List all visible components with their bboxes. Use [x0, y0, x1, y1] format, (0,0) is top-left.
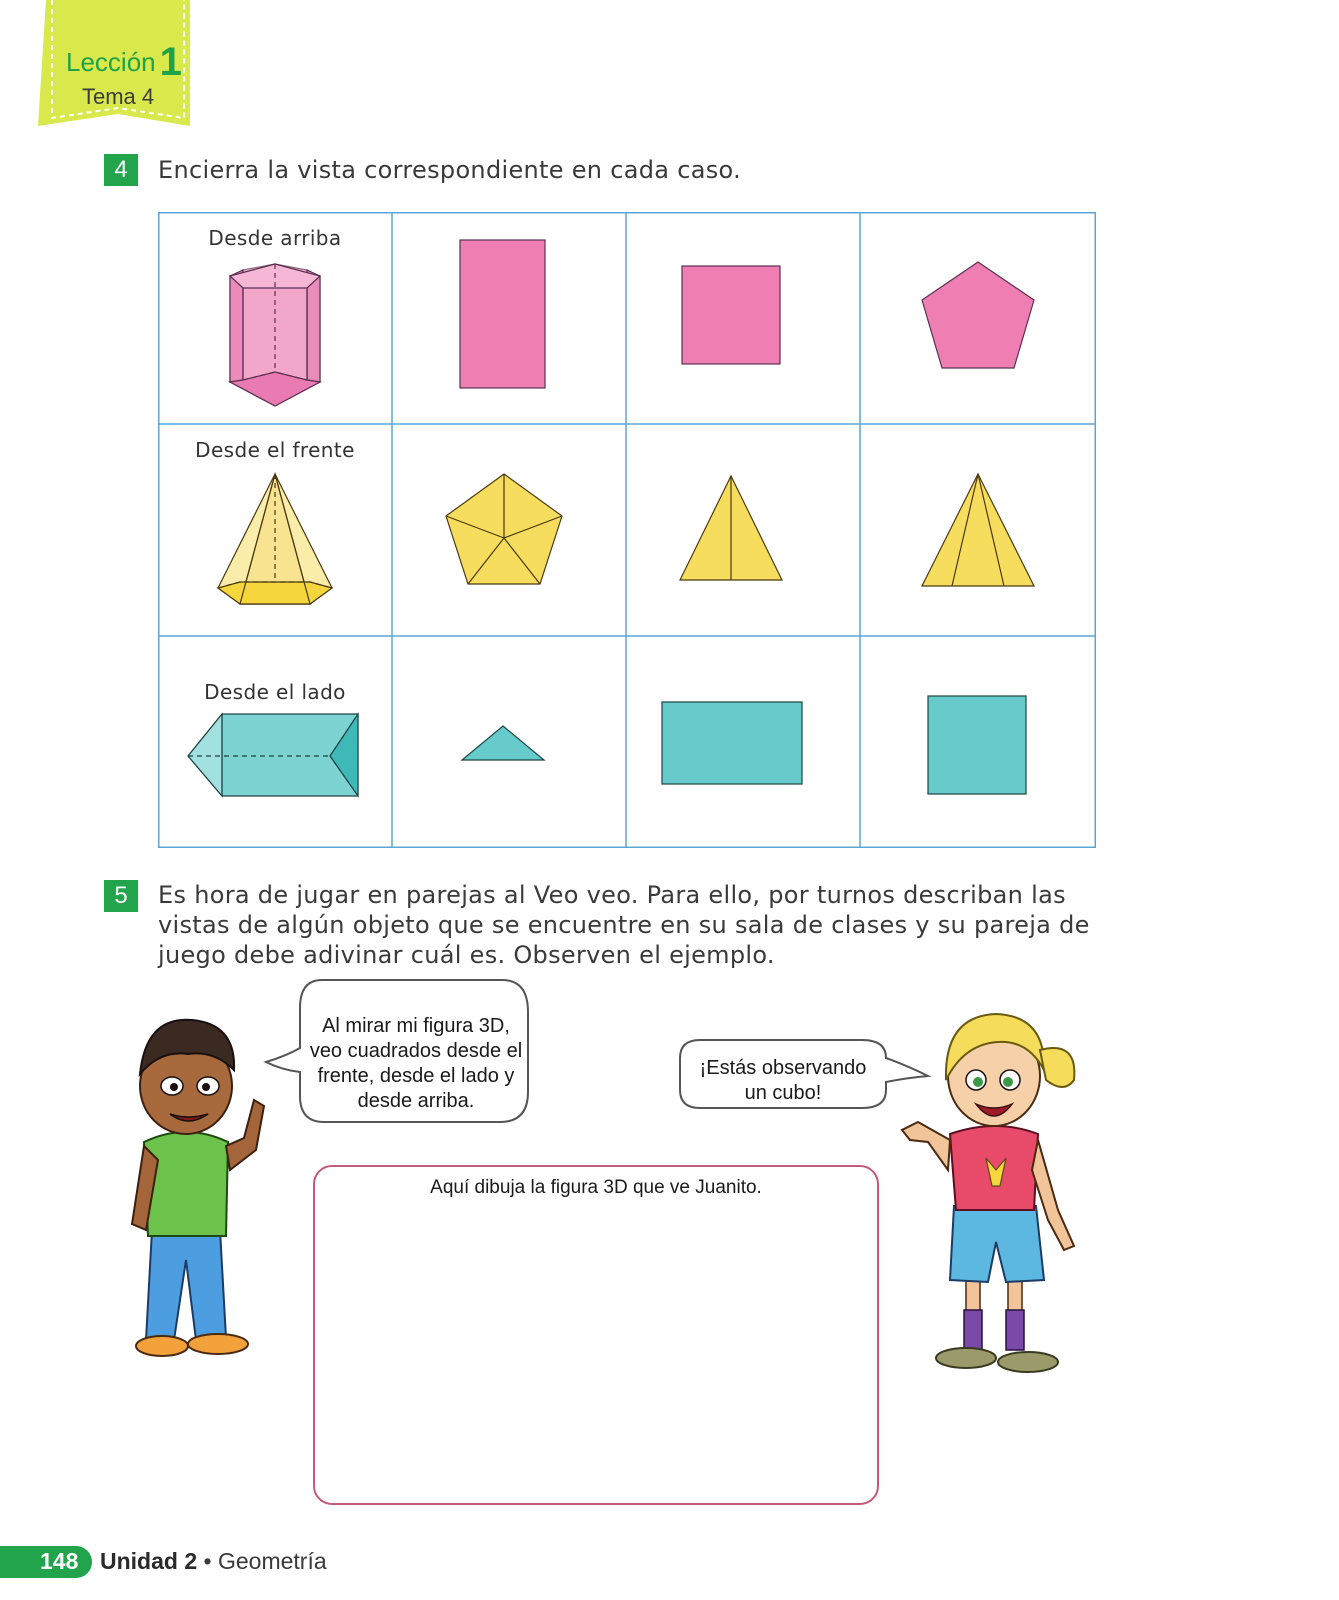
- triangular-prism-icon: [188, 714, 358, 796]
- girl-speech-text: ¡Estás observando un cubo!: [699, 1057, 867, 1104]
- footer-unit: Unidad 2 • Geometría: [100, 1548, 327, 1574]
- views-table: [158, 212, 1096, 848]
- pentagonal-prism-icon: [230, 264, 320, 406]
- row-label-front: Desde el frente: [195, 438, 355, 462]
- pink-square[interactable]: [682, 266, 780, 364]
- teal-rectangle[interactable]: [662, 702, 802, 784]
- yellow-triangle-split[interactable]: [680, 476, 782, 580]
- teal-square[interactable]: [928, 696, 1026, 794]
- boy-illustration: [104, 1010, 274, 1390]
- exercise-4-badge: 4: [104, 154, 138, 186]
- row-label-top: Desde arriba: [208, 226, 342, 250]
- drawing-area-label: Aquí dibuja la figura 3D que ve Juanito.: [430, 1177, 762, 1198]
- teal-small-triangle[interactable]: [462, 726, 544, 760]
- page-number: 148: [40, 1548, 79, 1574]
- exercise-5-badge: 5: [104, 880, 138, 912]
- pentagonal-pyramid-icon: [218, 474, 332, 604]
- yellow-pentagon[interactable]: [446, 474, 562, 584]
- pink-pentagon[interactable]: [922, 262, 1034, 368]
- lesson-topic: Tema 4: [82, 84, 155, 109]
- girl-illustration: [888, 1010, 1108, 1390]
- exercise-5-instruction: Es hora de jugar en parejas al Veo veo. Para ello, por turnos describan las vistas de algún objeto que se encuentre en su sala de clases y su pareja de juego debe adivinar cuál es. Observen el ejemplo.: [158, 881, 1090, 969]
- yellow-triangle-three[interactable]: [922, 474, 1034, 586]
- row-label-side: Desde el lado: [204, 680, 346, 704]
- lesson-title: Lección 1: [66, 40, 182, 84]
- pink-rectangle[interactable]: [460, 240, 545, 388]
- boy-speech-text: Al mirar mi figura 3D, veo cuadrados desde el frente, desde el lado y desde arriba.: [309, 1015, 523, 1112]
- exercise-4-instruction: Encierra la vista correspondiente en cada caso.: [158, 156, 741, 184]
- drawing-area[interactable]: [312, 1164, 880, 1508]
